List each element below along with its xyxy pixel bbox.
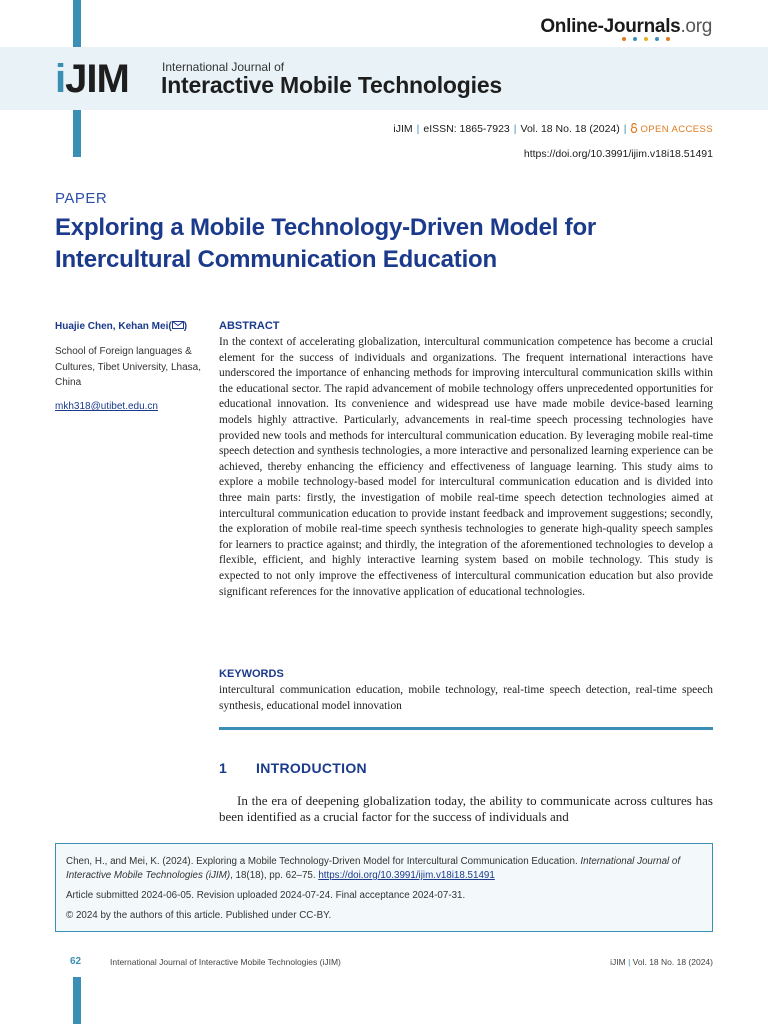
citation-reference	[66, 855, 702, 883]
section-divider	[219, 727, 713, 730]
publication-meta	[393, 123, 713, 135]
meta-separator: |	[623, 123, 627, 135]
corresponding-email[interactable]: mkh318@utibet.edu.cn	[55, 401, 158, 412]
logo-letters: JIM	[65, 57, 129, 101]
brand-dot	[666, 37, 670, 41]
citation-dates: Article submitted 2024-06-05. Revision uploaded 2024-07-24. Final acceptance 2024-07-31.	[66, 890, 466, 901]
section-number: 1	[219, 760, 227, 776]
brand-dot	[622, 37, 626, 41]
abstract-heading: ABSTRACT	[219, 320, 280, 332]
meta-separator: |	[416, 123, 420, 135]
brand-name: Online-Journals	[540, 16, 681, 37]
author-list	[55, 321, 187, 332]
footer-journal-name: International Journal of Interactive Mobile Technologies (iJIM)	[110, 957, 341, 967]
publisher-brand[interactable]	[540, 16, 712, 38]
keywords-heading: KEYWORDS	[219, 668, 284, 680]
citation-journal: International Journal of Interactive Mobile Technologies (iJIM)	[66, 856, 681, 881]
footer-volume: Vol. 18 No. 18 (2024)	[632, 957, 713, 967]
citation-box	[55, 843, 713, 932]
author-names-close: )	[183, 321, 188, 332]
footer-abbr: iJIM	[610, 957, 626, 967]
meta-volume: Vol. 18 No. 18 (2024)	[520, 123, 620, 135]
accent-bar-bottom	[73, 977, 81, 1024]
article-title: Exploring a Mobile Technology-Driven Model for Intercultural Communication Education	[55, 214, 597, 273]
citation-doi-link[interactable]: https://doi.org/10.3991/ijim.v18i18.51491	[318, 870, 495, 881]
author-affiliation: School of Foreign languages & Cultures, Tibet University, Lhasa, China	[55, 346, 201, 388]
author-names: Huajie Chen, Kehan Mei(	[55, 321, 172, 332]
meta-separator: |	[513, 123, 517, 135]
page-number: 62	[70, 956, 82, 967]
keywords-text: intercultural communication education, mobile technology, real-time speech detection, real-time speech synthesis, educational model innovation	[219, 684, 713, 712]
journal-logo	[55, 56, 129, 102]
doi-link[interactable]: https://doi.org/10.3991/ijim.v18i18.51491	[523, 148, 713, 160]
meta-eissn: eISSN: 1865-7923	[423, 123, 510, 135]
brand-tld: .org	[680, 16, 712, 37]
citation-pages: , 18(18), pp. 62–75.	[230, 870, 319, 881]
section-heading: INTRODUCTION	[256, 760, 367, 776]
open-lock-icon	[630, 123, 638, 133]
brand-dot	[655, 37, 659, 41]
introduction-text: In the era of deepening globalization today, the ability to communicate across cultures has been identified as a crucial factor for the success of individuals and	[219, 793, 713, 824]
accent-bar-top	[73, 0, 81, 47]
article-type-label: PAPER	[55, 190, 108, 207]
journal-name-small: International Journal of	[162, 60, 285, 74]
brand-dot	[644, 37, 648, 41]
footer-volume-info	[610, 957, 713, 967]
meta-abbr: iJIM	[393, 123, 413, 135]
citation-plain: Chen, H., and Mei, K. (2024). Exploring a Mobile Technology-Driven Model for Intercultural Communication Education.	[66, 856, 581, 867]
envelope-icon[interactable]	[172, 321, 184, 329]
abstract-text: In the context of accelerating globalization, intercultural communication competence has become a crucial element for the success of individuals and organizations. The frequent international interactions have underscored the importance of enhancing methods for improving intercultural communication skills within the educational sector. The rapid advancement of mobile technology offers unprecedented opportunities for educational innovation. Its convenience and widespread use have made mobile device-based learning models highly attractive. Particularly, advancements in real-time speech processing technologies have provided new tools and methods for intercultural communication education. By leveraging mobile real-time speech detection and synthesis technologies, a more interactive and personalized learning experience can be achieved, thereby enhancing the efficiency and effectiveness of language learning. This study aims to explore a mobile technology-based model for intercultural communication education and is divided into three main parts: firstly, the investigation of mobile real-time speech detection technologies aimed at intercultural communication education to provide instant feedback and improvement suggestions; secondly, the exploration of mobile real-time speech synthesis technologies to generate high-quality speech samples for learners to practice against; and thirdly, the integration of the aforementioned technologies to develop a flexible, efficient, and highly interactive learning system based on mobile technology. This study is expected to not only improve the effectiveness of intercultural communication education but also provide significant references for the innovative application of educational technologies.	[219, 336, 713, 598]
accent-bar-mid	[73, 110, 81, 157]
open-access-badge	[630, 124, 713, 135]
logo-letter-i: i	[55, 57, 66, 101]
journal-name-big: Interactive Mobile Technologies	[161, 72, 503, 98]
citation-license: © 2024 by the authors of this article. Published under CC-BY.	[66, 910, 332, 921]
brand-dots	[622, 37, 670, 41]
open-access-label: OPEN ACCESS	[640, 124, 713, 135]
footer-separator: |	[628, 957, 631, 967]
brand-dot	[633, 37, 637, 41]
